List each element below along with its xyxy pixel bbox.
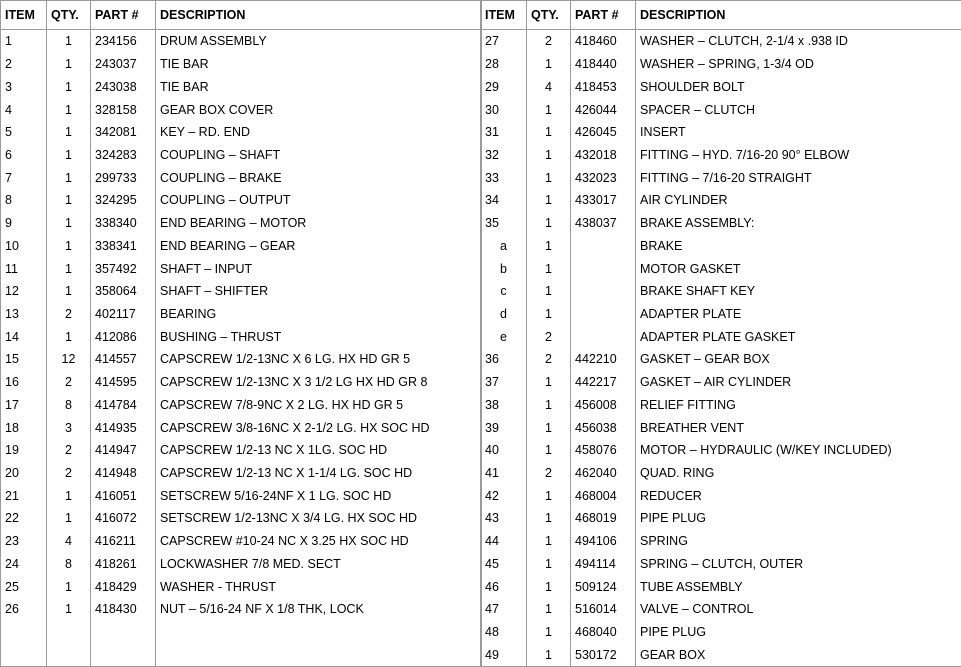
part-number-cell: [91, 621, 156, 644]
part-number-cell: 324295: [91, 189, 156, 212]
table-row: [481, 75, 961, 98]
item-cell: 34: [481, 189, 527, 212]
item-cell: 39: [481, 416, 527, 439]
qty-cell: 1: [527, 234, 571, 257]
description-cell: FITTING – 7/16-20 STRAIGHT: [636, 166, 961, 189]
item-cell: 24: [1, 553, 47, 576]
table-row: [1, 371, 482, 394]
item-header: ITEM: [1, 1, 47, 30]
item-cell: 8: [1, 189, 47, 212]
part-number-cell: 530172: [571, 643, 636, 666]
qty-cell: 1: [47, 53, 91, 76]
description-cell: SPRING: [636, 530, 961, 553]
part-number-cell: 442210: [571, 348, 636, 371]
table-row: [481, 462, 961, 485]
table-row: [1, 212, 482, 235]
table-row: [481, 98, 961, 121]
qty-cell: 1: [47, 484, 91, 507]
description-cell: COUPLING – OUTPUT: [156, 189, 482, 212]
qty-cell: 1: [527, 507, 571, 530]
description-cell: REDUCER: [636, 484, 961, 507]
qty-cell: 12: [47, 348, 91, 371]
description-header: DESCRIPTION: [636, 1, 961, 30]
part-number-cell: [571, 325, 636, 348]
item-cell: 42: [481, 484, 527, 507]
part-number-cell: 456038: [571, 416, 636, 439]
description-cell: BRAKE ASSEMBLY:: [636, 212, 961, 235]
qty-cell: 1: [527, 212, 571, 235]
table-row: [481, 416, 961, 439]
item-cell: 21: [1, 484, 47, 507]
qty-cell: 1: [47, 257, 91, 280]
description-cell: INSERT: [636, 121, 961, 144]
qty-cell: 2: [47, 462, 91, 485]
part-number-cell: 234156: [91, 30, 156, 53]
description-cell: GEAR BOX: [636, 643, 961, 666]
qty-cell: 1: [47, 325, 91, 348]
description-cell: CAPSCREW 1/2-13 NC X 1-1/4 LG. SOC HD: [156, 462, 482, 485]
description-cell: VALVE – CONTROL: [636, 598, 961, 621]
part-number-cell: [91, 643, 156, 666]
part-number-cell: 516014: [571, 598, 636, 621]
item-cell: 10: [1, 234, 47, 257]
part-number-cell: 416072: [91, 507, 156, 530]
table-row: [1, 507, 482, 530]
table-row: [481, 166, 961, 189]
table-row: [481, 348, 961, 371]
part-number-cell: 418429: [91, 575, 156, 598]
qty-cell: 1: [527, 598, 571, 621]
part-number-cell: 509124: [571, 575, 636, 598]
description-cell: SHAFT – SHIFTER: [156, 280, 482, 303]
table-row: [1, 530, 482, 553]
description-cell: TUBE ASSEMBLY: [636, 575, 961, 598]
part-number-cell: 418460: [571, 30, 636, 53]
item-cell: 38: [481, 394, 527, 417]
item-cell: 19: [1, 439, 47, 462]
qty-cell: 1: [47, 575, 91, 598]
part-number-cell: 418261: [91, 553, 156, 576]
table-row: [1, 621, 482, 644]
description-cell: END BEARING – GEAR: [156, 234, 482, 257]
item-cell: 15: [1, 348, 47, 371]
part-number-cell: 402117: [91, 303, 156, 326]
table-row: [481, 234, 961, 257]
item-cell: [1, 621, 47, 644]
qty-header: QTY.: [527, 1, 571, 30]
item-cell: 6: [1, 144, 47, 167]
description-cell: SHOULDER BOLT: [636, 75, 961, 98]
item-cell: 26: [1, 598, 47, 621]
item-cell: 2: [1, 53, 47, 76]
table-row: [481, 30, 961, 53]
item-cell: c: [481, 280, 527, 303]
description-cell: BRAKE SHAFT KEY: [636, 280, 961, 303]
part-number-header: PART #: [571, 1, 636, 30]
item-cell: 43: [481, 507, 527, 530]
qty-cell: 1: [527, 303, 571, 326]
qty-cell: 3: [47, 416, 91, 439]
item-cell: 25: [1, 575, 47, 598]
table-row: [1, 75, 482, 98]
part-number-cell: 338341: [91, 234, 156, 257]
item-header: ITEM: [481, 1, 527, 30]
item-cell: e: [481, 325, 527, 348]
item-cell: 13: [1, 303, 47, 326]
part-number-cell: 494106: [571, 530, 636, 553]
qty-cell: 1: [527, 416, 571, 439]
part-number-cell: 456008: [571, 394, 636, 417]
qty-cell: 1: [47, 144, 91, 167]
part-number-cell: 494114: [571, 553, 636, 576]
description-cell: WASHER – CLUTCH, 2-1/4 x .938 ID: [636, 30, 961, 53]
item-cell: 17: [1, 394, 47, 417]
qty-cell: 1: [527, 439, 571, 462]
qty-cell: 8: [47, 394, 91, 417]
qty-cell: 1: [47, 121, 91, 144]
part-number-cell: 468019: [571, 507, 636, 530]
description-cell: CAPSCREW 1/2-13 NC X 1LG. SOC HD: [156, 439, 482, 462]
qty-cell: 1: [527, 98, 571, 121]
description-cell: BRAKE: [636, 234, 961, 257]
table-row: [481, 643, 961, 666]
description-cell: GASKET – AIR CYLINDER: [636, 371, 961, 394]
item-cell: 29: [481, 75, 527, 98]
table-row: [1, 144, 482, 167]
part-number-cell: 243038: [91, 75, 156, 98]
description-cell: AIR CYLINDER: [636, 189, 961, 212]
qty-cell: 1: [527, 530, 571, 553]
part-number-cell: 462040: [571, 462, 636, 485]
table-row: [1, 394, 482, 417]
qty-cell: 1: [47, 98, 91, 121]
qty-cell: 2: [527, 462, 571, 485]
part-number-cell: 414557: [91, 348, 156, 371]
table-row: [1, 166, 482, 189]
table-row: [1, 462, 482, 485]
qty-cell: 2: [527, 348, 571, 371]
part-number-cell: 414784: [91, 394, 156, 417]
item-cell: a: [481, 234, 527, 257]
description-cell: CAPSCREW 1/2-13NC X 6 LG. HX HD GR 5: [156, 348, 482, 371]
table-row: [481, 144, 961, 167]
description-header: DESCRIPTION: [156, 1, 482, 30]
qty-cell: 1: [527, 553, 571, 576]
part-number-cell: 328158: [91, 98, 156, 121]
qty-cell: 4: [527, 75, 571, 98]
table-row: [1, 280, 482, 303]
table-row: [1, 484, 482, 507]
qty-cell: 1: [527, 643, 571, 666]
table-row: [481, 189, 961, 212]
description-cell: ADAPTER PLATE GASKET: [636, 325, 961, 348]
qty-cell: [47, 621, 91, 644]
qty-cell: 1: [47, 30, 91, 53]
item-cell: 41: [481, 462, 527, 485]
table-row: [481, 439, 961, 462]
description-cell: KEY – RD. END: [156, 121, 482, 144]
part-number-cell: 432018: [571, 144, 636, 167]
item-cell: 30: [481, 98, 527, 121]
item-cell: 23: [1, 530, 47, 553]
part-number-cell: 414948: [91, 462, 156, 485]
item-cell: 16: [1, 371, 47, 394]
table-row: [481, 394, 961, 417]
header-row: [1, 1, 482, 30]
part-number-cell: 438037: [571, 212, 636, 235]
item-cell: d: [481, 303, 527, 326]
description-cell: PIPE PLUG: [636, 507, 961, 530]
qty-cell: 4: [47, 530, 91, 553]
table-row: [1, 575, 482, 598]
table-row: [1, 553, 482, 576]
part-number-cell: 358064: [91, 280, 156, 303]
table-row: [1, 234, 482, 257]
description-cell: SETSCREW 1/2-13NC X 3/4 LG. HX SOC HD: [156, 507, 482, 530]
qty-header: QTY.: [47, 1, 91, 30]
qty-cell: 1: [527, 257, 571, 280]
description-cell: BUSHING – THRUST: [156, 325, 482, 348]
qty-cell: 1: [527, 121, 571, 144]
table-row: [481, 621, 961, 644]
table-row: [481, 53, 961, 76]
description-cell: CAPSCREW 7/8-9NC X 2 LG. HX HD GR 5: [156, 394, 482, 417]
part-number-header: PART #: [91, 1, 156, 30]
qty-cell: 1: [47, 166, 91, 189]
table-row: [1, 325, 482, 348]
parts-table-right: [480, 0, 961, 667]
description-cell: CAPSCREW 3/8-16NC X 2-1/2 LG. HX SOC HD: [156, 416, 482, 439]
qty-cell: 1: [527, 166, 571, 189]
part-number-cell: 416211: [91, 530, 156, 553]
item-cell: 36: [481, 348, 527, 371]
description-cell: WASHER - THRUST: [156, 575, 482, 598]
part-number-cell: 342081: [91, 121, 156, 144]
item-cell: 18: [1, 416, 47, 439]
item-cell: 27: [481, 30, 527, 53]
item-cell: 14: [1, 325, 47, 348]
item-cell: 7: [1, 166, 47, 189]
description-cell: LOCKWASHER 7/8 MED. SECT: [156, 553, 482, 576]
description-cell: CAPSCREW 1/2-13NC X 3 1/2 LG HX HD GR 8: [156, 371, 482, 394]
description-cell: RELIEF FITTING: [636, 394, 961, 417]
table-row: [481, 121, 961, 144]
item-cell: 3: [1, 75, 47, 98]
table-row: [1, 598, 482, 621]
part-number-cell: 414947: [91, 439, 156, 462]
item-cell: 49: [481, 643, 527, 666]
qty-cell: 1: [527, 394, 571, 417]
item-cell: 4: [1, 98, 47, 121]
qty-cell: 1: [527, 280, 571, 303]
table-row: [481, 575, 961, 598]
item-cell: 1: [1, 30, 47, 53]
item-cell: 9: [1, 212, 47, 235]
table-row: [1, 30, 482, 53]
part-number-cell: [571, 234, 636, 257]
table-row: [481, 303, 961, 326]
item-cell: 48: [481, 621, 527, 644]
description-cell: MOTOR – HYDRAULIC (W/KEY INCLUDED): [636, 439, 961, 462]
item-cell: 20: [1, 462, 47, 485]
part-number-cell: 243037: [91, 53, 156, 76]
part-number-cell: 338340: [91, 212, 156, 235]
qty-cell: [47, 643, 91, 666]
table-row: [481, 484, 961, 507]
qty-cell: 1: [47, 75, 91, 98]
table-row: [1, 348, 482, 371]
table-row: [481, 530, 961, 553]
description-cell: WASHER – SPRING, 1-3/4 OD: [636, 53, 961, 76]
table-row: [481, 371, 961, 394]
description-cell: END BEARING – MOTOR: [156, 212, 482, 235]
table-row: [481, 507, 961, 530]
description-cell: [156, 643, 482, 666]
item-cell: 32: [481, 144, 527, 167]
part-number-cell: 324283: [91, 144, 156, 167]
description-cell: CAPSCREW #10-24 NC X 3.25 HX SOC HD: [156, 530, 482, 553]
qty-cell: 1: [527, 621, 571, 644]
part-number-cell: 357492: [91, 257, 156, 280]
table-row: [481, 257, 961, 280]
qty-cell: 1: [47, 189, 91, 212]
qty-cell: 1: [47, 280, 91, 303]
description-cell: MOTOR GASKET: [636, 257, 961, 280]
part-number-cell: 418430: [91, 598, 156, 621]
item-cell: [1, 643, 47, 666]
qty-cell: 1: [527, 189, 571, 212]
item-cell: 46: [481, 575, 527, 598]
qty-cell: 1: [527, 144, 571, 167]
table-row: [1, 303, 482, 326]
part-number-cell: 418440: [571, 53, 636, 76]
table-row: [1, 189, 482, 212]
part-number-cell: 468040: [571, 621, 636, 644]
item-cell: 11: [1, 257, 47, 280]
description-cell: BREATHER VENT: [636, 416, 961, 439]
part-number-cell: 412086: [91, 325, 156, 348]
item-cell: 35: [481, 212, 527, 235]
item-cell: 45: [481, 553, 527, 576]
qty-cell: 2: [527, 325, 571, 348]
table-row: [1, 121, 482, 144]
item-cell: 12: [1, 280, 47, 303]
qty-cell: 2: [527, 30, 571, 53]
part-number-cell: 433017: [571, 189, 636, 212]
description-cell: GEAR BOX COVER: [156, 98, 482, 121]
part-number-cell: 432023: [571, 166, 636, 189]
part-number-cell: 416051: [91, 484, 156, 507]
description-cell: TIE BAR: [156, 53, 482, 76]
table-row: [481, 212, 961, 235]
qty-cell: 1: [47, 598, 91, 621]
description-cell: SHAFT – INPUT: [156, 257, 482, 280]
part-number-cell: 426044: [571, 98, 636, 121]
table-row: [481, 280, 961, 303]
table-row: [1, 53, 482, 76]
description-cell: [156, 621, 482, 644]
item-cell: 33: [481, 166, 527, 189]
part-number-cell: 299733: [91, 166, 156, 189]
part-number-cell: 418453: [571, 75, 636, 98]
parts-table-left-body: [1, 30, 482, 667]
description-cell: BEARING: [156, 303, 482, 326]
part-number-cell: 414595: [91, 371, 156, 394]
item-cell: 28: [481, 53, 527, 76]
description-cell: QUAD. RING: [636, 462, 961, 485]
qty-cell: 1: [47, 507, 91, 530]
table-row: [1, 98, 482, 121]
header-row: [481, 1, 961, 30]
item-cell: 22: [1, 507, 47, 530]
part-number-cell: [571, 257, 636, 280]
item-cell: 44: [481, 530, 527, 553]
description-cell: FITTING – HYD. 7/16-20 90° ELBOW: [636, 144, 961, 167]
qty-cell: 1: [527, 484, 571, 507]
item-cell: 31: [481, 121, 527, 144]
description-cell: GASKET – GEAR BOX: [636, 348, 961, 371]
description-cell: SETSCREW 5/16-24NF X 1 LG. SOC HD: [156, 484, 482, 507]
part-number-cell: [571, 280, 636, 303]
part-number-cell: 426045: [571, 121, 636, 144]
description-cell: SPACER – CLUTCH: [636, 98, 961, 121]
part-number-cell: 468004: [571, 484, 636, 507]
item-cell: 5: [1, 121, 47, 144]
table-row: [481, 598, 961, 621]
description-cell: ADAPTER PLATE: [636, 303, 961, 326]
qty-cell: 2: [47, 439, 91, 462]
qty-cell: 8: [47, 553, 91, 576]
item-cell: 40: [481, 439, 527, 462]
item-cell: 37: [481, 371, 527, 394]
qty-cell: 2: [47, 303, 91, 326]
description-cell: COUPLING – SHAFT: [156, 144, 482, 167]
table-row: [1, 643, 482, 666]
description-cell: COUPLING – BRAKE: [156, 166, 482, 189]
qty-cell: 1: [47, 212, 91, 235]
part-number-cell: 458076: [571, 439, 636, 462]
qty-cell: 1: [527, 575, 571, 598]
table-row: [1, 416, 482, 439]
qty-cell: 2: [47, 371, 91, 394]
item-cell: b: [481, 257, 527, 280]
description-cell: DRUM ASSEMBLY: [156, 30, 482, 53]
description-cell: SPRING – CLUTCH, OUTER: [636, 553, 961, 576]
qty-cell: 1: [527, 53, 571, 76]
parts-table-right-body: [481, 30, 961, 667]
qty-cell: 1: [527, 371, 571, 394]
part-number-cell: 414935: [91, 416, 156, 439]
description-cell: PIPE PLUG: [636, 621, 961, 644]
table-row: [1, 257, 482, 280]
part-number-cell: [571, 303, 636, 326]
part-number-cell: 442217: [571, 371, 636, 394]
table-row: [481, 325, 961, 348]
description-cell: NUT – 5/16-24 NF X 1/8 THK, LOCK: [156, 598, 482, 621]
table-row: [481, 553, 961, 576]
description-cell: TIE BAR: [156, 75, 482, 98]
qty-cell: 1: [47, 234, 91, 257]
table-row: [1, 439, 482, 462]
item-cell: 47: [481, 598, 527, 621]
